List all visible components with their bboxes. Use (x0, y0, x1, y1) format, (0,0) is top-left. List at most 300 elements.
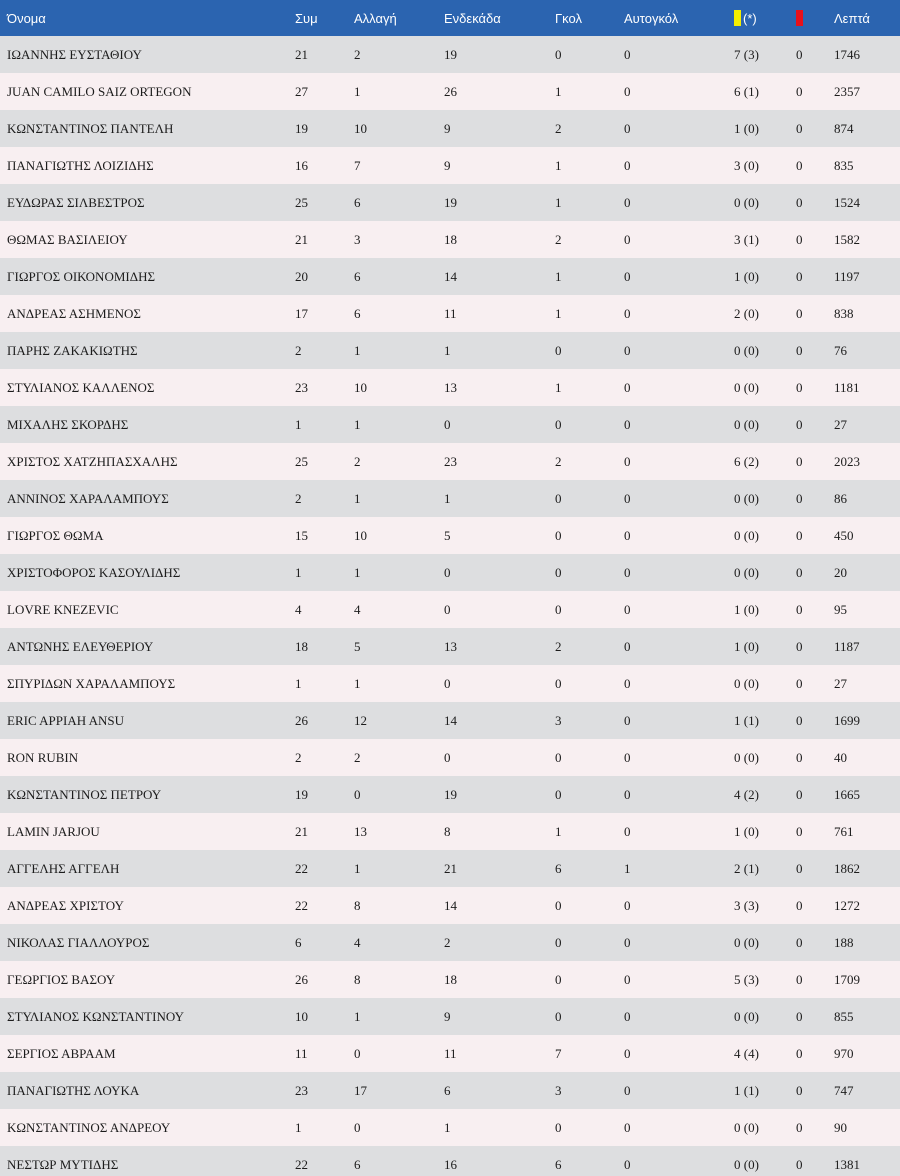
cell-own-goals: 0 (624, 527, 631, 543)
cell-minutes: 450 (834, 527, 854, 543)
cell-matches: 16 (295, 157, 308, 173)
table-row (0, 1146, 900, 1176)
cell-starting: 14 (444, 268, 457, 284)
cell-goals: 6 (555, 860, 562, 876)
cell-substitutions: 6 (354, 305, 361, 321)
header-row (0, 0, 900, 36)
cell-name: RON RUBIN (7, 749, 79, 765)
table-row (0, 480, 900, 517)
cell-minutes: 1197 (834, 268, 860, 284)
cell-substitutions: 6 (354, 268, 361, 284)
cell-name: ΠΑΡΗΣ ΖΑΚΑΚΙΩΤΗΣ (7, 342, 138, 358)
cell-red-cards: 0 (796, 1082, 803, 1098)
cell-minutes: 1181 (834, 379, 860, 395)
cell-starting: 9 (444, 157, 451, 173)
cell-goals: 2 (555, 453, 562, 469)
cell-matches: 2 (295, 749, 302, 765)
cell-goals: 0 (555, 934, 562, 950)
cell-minutes: 2023 (834, 453, 860, 469)
table-row (0, 184, 900, 221)
cell-goals: 7 (555, 1045, 562, 1061)
cell-minutes: 1582 (834, 231, 860, 247)
cell-red-cards: 0 (796, 379, 803, 395)
cell-goals: 0 (555, 897, 562, 913)
table-row (0, 295, 900, 332)
cell-goals: 0 (555, 601, 562, 617)
cell-yellow-cards: 2 (0) (734, 305, 759, 321)
cell-substitutions: 0 (354, 1045, 361, 1061)
cell-yellow-cards: 0 (0) (734, 675, 759, 691)
cell-red-cards: 0 (796, 46, 803, 62)
cell-name: ΓΙΩΡΓΟΣ ΟΙΚΟΝΟΜΙΔΗΣ (7, 268, 156, 284)
cell-own-goals: 0 (624, 564, 631, 580)
table-row (0, 813, 900, 850)
cell-red-cards: 0 (796, 268, 803, 284)
cell-matches: 26 (295, 712, 308, 728)
cell-own-goals: 0 (624, 749, 631, 765)
cell-starting: 0 (444, 601, 451, 617)
cell-own-goals: 0 (624, 83, 631, 99)
cell-starting: 0 (444, 675, 451, 691)
cell-yellow-cards: 0 (0) (734, 1119, 759, 1135)
cell-goals: 0 (555, 416, 562, 432)
table-header (0, 0, 900, 36)
cell-starting: 18 (444, 971, 457, 987)
cell-name: ΑΝΔΡΕΑΣ ΑΣΗΜΕΝΟΣ (7, 305, 141, 321)
cell-yellow-cards: 1 (1) (734, 712, 759, 728)
cell-red-cards: 0 (796, 934, 803, 950)
cell-substitutions: 2 (354, 46, 361, 62)
cell-minutes: 90 (834, 1119, 847, 1135)
cell-own-goals: 0 (624, 897, 631, 913)
cell-starting: 19 (444, 194, 457, 210)
cell-matches: 21 (295, 231, 308, 247)
cell-substitutions: 3 (354, 231, 361, 247)
cell-matches: 22 (295, 897, 308, 913)
cell-matches: 10 (295, 1008, 308, 1024)
cell-own-goals: 0 (624, 675, 631, 691)
cell-starting: 11 (444, 1045, 457, 1061)
cell-red-cards: 0 (796, 83, 803, 99)
cell-red-cards: 0 (796, 453, 803, 469)
cell-starting: 18 (444, 231, 457, 247)
cell-name: JUAN CAMILO SAIZ ORTEGON (7, 83, 192, 99)
cell-name: ΣΠΥΡΙΔΩΝ ΧΑΡΑΛΑΜΠΟΥΣ (7, 675, 176, 691)
red-card-icon (796, 10, 803, 26)
cell-own-goals: 0 (624, 416, 631, 432)
cell-minutes: 874 (834, 120, 854, 136)
cell-goals: 1 (555, 305, 562, 321)
cell-matches: 23 (295, 1082, 308, 1098)
cell-own-goals: 0 (624, 934, 631, 950)
cell-yellow-cards: 4 (4) (734, 1045, 759, 1061)
header-minutes[interactable]: Λεπτά (834, 10, 870, 26)
cell-goals: 0 (555, 46, 562, 62)
cell-matches: 23 (295, 379, 308, 395)
cell-yellow-cards: 0 (0) (734, 564, 759, 580)
table-row (0, 739, 900, 776)
cell-matches: 27 (295, 83, 308, 99)
cell-goals: 0 (555, 1008, 562, 1024)
header-yellow-cards[interactable] (734, 0, 796, 36)
cell-own-goals: 0 (624, 490, 631, 506)
cell-minutes: 747 (834, 1082, 854, 1098)
table-row (0, 221, 900, 258)
cell-red-cards: 0 (796, 971, 803, 987)
table-row (0, 332, 900, 369)
cell-goals: 0 (555, 527, 562, 543)
cell-goals: 6 (555, 1156, 562, 1172)
cell-yellow-cards: 0 (0) (734, 527, 759, 543)
cell-starting: 1 (444, 342, 451, 358)
cell-red-cards: 0 (796, 749, 803, 765)
cell-starting: 6 (444, 1082, 451, 1098)
cell-red-cards: 0 (796, 1156, 803, 1172)
cell-name: ΑΝΤΩΝΗΣ ΕΛΕΥΘΕΡΙΟΥ (7, 638, 154, 654)
cell-own-goals: 0 (624, 971, 631, 987)
cell-substitutions: 1 (354, 490, 361, 506)
table-row (0, 369, 900, 406)
table-row (0, 73, 900, 110)
yellow-card-icon (734, 10, 741, 26)
cell-substitutions: 1 (354, 1008, 361, 1024)
cell-minutes: 970 (834, 1045, 854, 1061)
cell-yellow-cards: 7 (3) (734, 46, 759, 62)
cell-goals: 2 (555, 120, 562, 136)
cell-matches: 26 (295, 971, 308, 987)
cell-matches: 11 (295, 1045, 308, 1061)
cell-substitutions: 2 (354, 749, 361, 765)
cell-substitutions: 1 (354, 83, 361, 99)
table-row (0, 924, 900, 961)
cell-own-goals: 0 (624, 601, 631, 617)
cell-name: ΧΡΙΣΤΟΦΟΡΟΣ ΚΑΣΟΥΛΙΔΗΣ (7, 564, 181, 580)
yellow-card-suffix: (*) (743, 11, 757, 26)
cell-starting: 26 (444, 83, 457, 99)
header-starting[interactable]: Ενδεκάδα (444, 10, 501, 26)
cell-yellow-cards: 1 (0) (734, 120, 759, 136)
cell-starting: 13 (444, 638, 457, 654)
table-row (0, 110, 900, 147)
cell-starting: 13 (444, 379, 457, 395)
table-row (0, 147, 900, 184)
table-row (0, 554, 900, 591)
cell-minutes: 95 (834, 601, 847, 617)
cell-yellow-cards: 0 (0) (734, 934, 759, 950)
table-row (0, 517, 900, 554)
cell-matches: 22 (295, 1156, 308, 1172)
cell-starting: 0 (444, 564, 451, 580)
cell-goals: 1 (555, 379, 562, 395)
table-row (0, 443, 900, 480)
cell-goals: 0 (555, 749, 562, 765)
cell-substitutions: 2 (354, 453, 361, 469)
cell-minutes: 761 (834, 823, 854, 839)
cell-own-goals: 0 (624, 157, 631, 173)
cell-substitutions: 5 (354, 638, 361, 654)
cell-minutes: 1381 (834, 1156, 860, 1172)
cell-red-cards: 0 (796, 527, 803, 543)
cell-name: ΠΑΝΑΓΙΩΤΗΣ ΛΟΥΚΑ (7, 1082, 140, 1098)
cell-minutes: 1699 (834, 712, 860, 728)
cell-matches: 1 (295, 416, 302, 432)
cell-goals: 1 (555, 157, 562, 173)
table-row (0, 998, 900, 1035)
cell-yellow-cards: 0 (0) (734, 749, 759, 765)
table-row (0, 628, 900, 665)
cell-minutes: 1746 (834, 46, 860, 62)
table-row (0, 665, 900, 702)
cell-yellow-cards: 1 (0) (734, 638, 759, 654)
cell-yellow-cards: 1 (1) (734, 1082, 759, 1098)
cell-red-cards: 0 (796, 638, 803, 654)
cell-red-cards: 0 (796, 786, 803, 802)
header-own-goals[interactable]: Αυτογκόλ (624, 10, 679, 26)
cell-minutes: 1862 (834, 860, 860, 876)
cell-yellow-cards: 0 (0) (734, 1008, 759, 1024)
cell-matches: 2 (295, 490, 302, 506)
cell-name: ΙΩΑΝΝΗΣ ΕΥΣΤΑΘΙΟΥ (7, 46, 142, 62)
header-matches[interactable]: Συμ (295, 10, 318, 26)
cell-name: ΝΕΣΤΩΡ ΜΥΤΙΔΗΣ (7, 1156, 119, 1172)
cell-minutes: 838 (834, 305, 854, 321)
cell-yellow-cards: 0 (0) (734, 416, 759, 432)
cell-name: ΝΙΚΟΛΑΣ ΓΙΑΛΛΟΥΡΟΣ (7, 934, 150, 950)
cell-own-goals: 0 (624, 379, 631, 395)
cell-red-cards: 0 (796, 712, 803, 728)
cell-own-goals: 0 (624, 1082, 631, 1098)
cell-starting: 19 (444, 786, 457, 802)
cell-yellow-cards: 3 (3) (734, 897, 759, 913)
cell-name: ΕΥΔΩΡΑΣ ΣΙΛΒΕΣΤΡΟΣ (7, 194, 145, 210)
table-row (0, 36, 900, 73)
cell-yellow-cards: 5 (3) (734, 971, 759, 987)
cell-matches: 25 (295, 194, 308, 210)
cell-substitutions: 10 (354, 527, 367, 543)
cell-name: ΣΤΥΛΙΑΝΟΣ ΚΩΝΣΤΑΝΤΙΝΟΥ (7, 1008, 184, 1024)
cell-starting: 21 (444, 860, 457, 876)
cell-yellow-cards: 0 (0) (734, 194, 759, 210)
cell-minutes: 1524 (834, 194, 860, 210)
cell-minutes: 188 (834, 934, 854, 950)
cell-starting: 14 (444, 712, 457, 728)
cell-red-cards: 0 (796, 1008, 803, 1024)
table-row (0, 1035, 900, 1072)
cell-yellow-cards: 2 (1) (734, 860, 759, 876)
cell-minutes: 27 (834, 675, 847, 691)
cell-substitutions: 1 (354, 416, 361, 432)
cell-own-goals: 0 (624, 823, 631, 839)
cell-starting: 9 (444, 1008, 451, 1024)
cell-minutes: 20 (834, 564, 847, 580)
cell-red-cards: 0 (796, 305, 803, 321)
cell-substitutions: 12 (354, 712, 367, 728)
cell-name: ΚΩΝΣΤΑΝΤΙΝΟΣ ΑΝΔΡΕΟΥ (7, 1119, 171, 1135)
cell-own-goals: 0 (624, 46, 631, 62)
cell-goals: 0 (555, 971, 562, 987)
cell-yellow-cards: 1 (0) (734, 823, 759, 839)
cell-name: LAMIN JARJOU (7, 823, 100, 839)
cell-own-goals: 0 (624, 638, 631, 654)
cell-goals: 1 (555, 83, 562, 99)
cell-name: ΣΤΥΛΙΑΝΟΣ ΚΑΛΛΕΝΟΣ (7, 379, 155, 395)
header-substitutions[interactable]: Αλλαγή (354, 10, 397, 26)
cell-red-cards: 0 (796, 601, 803, 617)
cell-substitutions: 1 (354, 675, 361, 691)
cell-name: ΘΩΜΑΣ ΒΑΣΙΛΕΙΟΥ (7, 231, 128, 247)
cell-matches: 18 (295, 638, 308, 654)
cell-name: LOVRE KNEZEVIC (7, 601, 119, 617)
header-name[interactable]: Όνομα (7, 10, 46, 26)
cell-matches: 15 (295, 527, 308, 543)
cell-matches: 1 (295, 1119, 302, 1135)
cell-goals: 1 (555, 194, 562, 210)
cell-name: ΠΑΝΑΓΙΩΤΗΣ ΛΟΙΖΙΔΗΣ (7, 157, 154, 173)
cell-matches: 22 (295, 860, 308, 876)
cell-yellow-cards: 4 (2) (734, 786, 759, 802)
cell-starting: 8 (444, 823, 451, 839)
cell-red-cards: 0 (796, 564, 803, 580)
cell-goals: 0 (555, 564, 562, 580)
table-row (0, 1109, 900, 1146)
table-row (0, 850, 900, 887)
cell-starting: 16 (444, 1156, 457, 1172)
cell-red-cards: 0 (796, 231, 803, 247)
cell-substitutions: 1 (354, 564, 361, 580)
cell-minutes: 27 (834, 416, 847, 432)
cell-red-cards: 0 (796, 157, 803, 173)
header-goals[interactable]: Γκολ (555, 10, 582, 26)
cell-own-goals: 0 (624, 268, 631, 284)
cell-yellow-cards: 0 (0) (734, 342, 759, 358)
cell-red-cards: 0 (796, 1119, 803, 1135)
cell-name: ΑΝΔΡΕΑΣ ΧΡΙΣΤΟΥ (7, 897, 124, 913)
cell-substitutions: 6 (354, 194, 361, 210)
cell-yellow-cards: 0 (0) (734, 490, 759, 506)
cell-yellow-cards: 6 (2) (734, 453, 759, 469)
cell-goals: 0 (555, 342, 562, 358)
cell-substitutions: 1 (354, 342, 361, 358)
cell-starting: 0 (444, 749, 451, 765)
cell-yellow-cards: 3 (0) (734, 157, 759, 173)
cell-name: ΓΕΩΡΓΙΟΣ ΒΑΣΟΥ (7, 971, 116, 987)
cell-own-goals: 0 (624, 1156, 631, 1172)
cell-goals: 3 (555, 712, 562, 728)
cell-substitutions: 10 (354, 379, 367, 395)
cell-yellow-cards: 1 (0) (734, 268, 759, 284)
cell-goals: 0 (555, 1119, 562, 1135)
cell-matches: 4 (295, 601, 302, 617)
cell-yellow-cards: 0 (0) (734, 379, 759, 395)
cell-red-cards: 0 (796, 823, 803, 839)
cell-goals: 2 (555, 231, 562, 247)
cell-own-goals: 0 (624, 712, 631, 728)
cell-red-cards: 0 (796, 120, 803, 136)
cell-yellow-cards: 6 (1) (734, 83, 759, 99)
cell-starting: 1 (444, 1119, 451, 1135)
cell-name: ΑΓΓΕΛΗΣ ΑΓΓΕΛΗ (7, 860, 120, 876)
cell-red-cards: 0 (796, 1045, 803, 1061)
cell-goals: 0 (555, 490, 562, 506)
cell-name: ΧΡΙΣΤΟΣ ΧΑΤΖΗΠΑΣΧΑΛΗΣ (7, 453, 178, 469)
cell-minutes: 40 (834, 749, 847, 765)
cell-goals: 0 (555, 675, 562, 691)
cell-name: ΜΙΧΑΛΗΣ ΣΚΟΡΔΗΣ (7, 416, 129, 432)
cell-goals: 2 (555, 638, 562, 654)
table-row (0, 887, 900, 924)
cell-starting: 23 (444, 453, 457, 469)
cell-own-goals: 0 (624, 786, 631, 802)
cell-own-goals: 0 (624, 453, 631, 469)
cell-own-goals: 1 (624, 860, 631, 876)
cell-substitutions: 17 (354, 1082, 367, 1098)
cell-matches: 1 (295, 675, 302, 691)
cell-goals: 1 (555, 268, 562, 284)
cell-yellow-cards: 0 (0) (734, 1156, 759, 1172)
cell-matches: 19 (295, 120, 308, 136)
cell-minutes: 1187 (834, 638, 860, 654)
cell-minutes: 835 (834, 157, 854, 173)
cell-red-cards: 0 (796, 897, 803, 913)
cell-own-goals: 0 (624, 231, 631, 247)
cell-minutes: 855 (834, 1008, 854, 1024)
cell-starting: 19 (444, 46, 457, 62)
table-row (0, 702, 900, 739)
cell-red-cards: 0 (796, 675, 803, 691)
cell-red-cards: 0 (796, 860, 803, 876)
header-red-cards[interactable] (796, 0, 834, 36)
cell-red-cards: 0 (796, 416, 803, 432)
cell-matches: 1 (295, 564, 302, 580)
cell-own-goals: 0 (624, 194, 631, 210)
table-row (0, 406, 900, 443)
cell-matches: 21 (295, 823, 308, 839)
cell-starting: 14 (444, 897, 457, 913)
cell-own-goals: 0 (624, 120, 631, 136)
cell-name: ΚΩΝΣΤΑΝΤΙΝΟΣ ΠΕΤΡΟΥ (7, 786, 162, 802)
cell-own-goals: 0 (624, 305, 631, 321)
table-row (0, 961, 900, 998)
cell-minutes: 2357 (834, 83, 860, 99)
cell-substitutions: 0 (354, 1119, 361, 1135)
cell-starting: 11 (444, 305, 457, 321)
cell-red-cards: 0 (796, 194, 803, 210)
cell-goals: 0 (555, 786, 562, 802)
cell-minutes: 1665 (834, 786, 860, 802)
cell-name: ERIC APPIAH ANSU (7, 712, 125, 728)
cell-starting: 2 (444, 934, 451, 950)
cell-matches: 17 (295, 305, 308, 321)
cell-name: ΑΝΝΙΝΟΣ ΧΑΡΑΛΑΜΠΟΥΣ (7, 490, 169, 506)
cell-minutes: 1709 (834, 971, 860, 987)
cell-goals: 1 (555, 823, 562, 839)
cell-substitutions: 4 (354, 601, 361, 617)
cell-red-cards: 0 (796, 342, 803, 358)
cell-starting: 5 (444, 527, 451, 543)
cell-substitutions: 6 (354, 1156, 361, 1172)
cell-goals: 3 (555, 1082, 562, 1098)
cell-substitutions: 8 (354, 897, 361, 913)
cell-substitutions: 1 (354, 860, 361, 876)
cell-name: ΣΕΡΓΙΟΣ ΑΒΡΑΑΜ (7, 1045, 116, 1061)
cell-yellow-cards: 3 (1) (734, 231, 759, 247)
cell-substitutions: 13 (354, 823, 367, 839)
cell-minutes: 86 (834, 490, 847, 506)
cell-yellow-cards: 1 (0) (734, 601, 759, 617)
cell-substitutions: 0 (354, 786, 361, 802)
cell-matches: 19 (295, 786, 308, 802)
cell-substitutions: 4 (354, 934, 361, 950)
